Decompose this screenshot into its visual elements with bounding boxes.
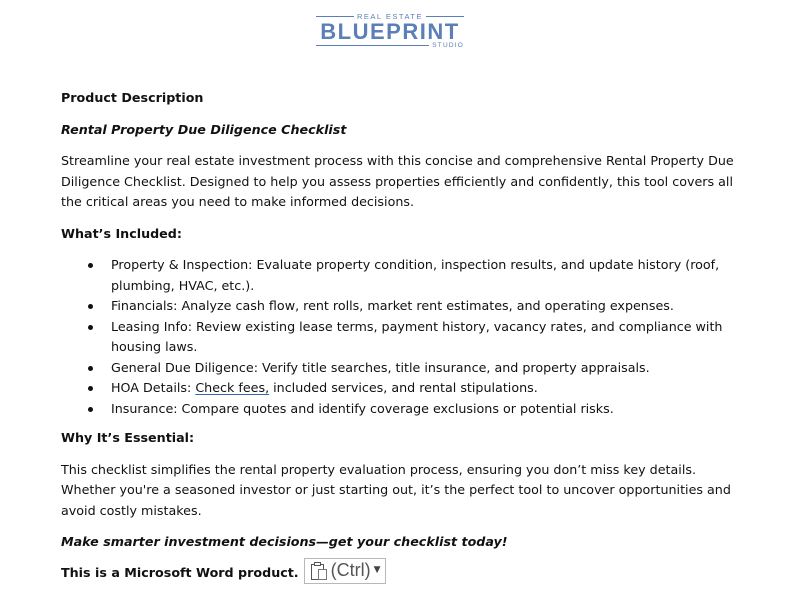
dropdown-caret-icon: ▼ [373,565,381,576]
logo-bottom-text: STUDIO [432,42,464,49]
section-heading-product-description: Product Description [61,90,204,105]
document-body [61,88,741,587]
bullet-icon [88,263,93,268]
footer-note: This is a Microsoft Word product. [61,565,299,581]
list-item: HOA Details: Check fees, included services, and rental stipulations. [61,378,741,399]
logo-top-text: REAL ESTATE [357,12,423,21]
bullet-icon [88,407,93,412]
list-item: Insurance: Compare quotes and identify coverage exclusions or potential risks. [61,399,741,420]
list-item: Property & Inspection: Evaluate property condition, inspection results, and update history (roof, plumbing, HVAC, etc.). [61,255,741,296]
bullet-icon [88,304,93,309]
bullet-icon [88,325,93,330]
document-title: Rental Property Due Diligence Checklist [61,121,347,137]
brand-logo [316,12,464,52]
section-heading-whats-included: What’s Included: [61,225,182,241]
clipboard-icon [310,561,328,581]
bullet-icon [88,366,93,371]
list-item: Leasing Info: Review existing lease terms, payment history, vacancy rates, and compliance with housing laws. [61,317,741,358]
paste-options-button[interactable] [304,558,386,584]
why-paragraph: This checklist simplifies the rental property evaluation process, ensuring you don’t miss key details. Whether you're a seasoned investor or just starting out, it’s the perfect tool to uncover opportunities and avoid costly mistakes. [61,461,731,518]
list-item: General Due Diligence: Verify title searches, title insurance, and property appraisals. [61,358,741,379]
included-list [61,255,741,419]
intro-paragraph: Streamline your real estate investment process with this concise and comprehensive Rental Property Due Diligence Checklist. Designed to help you assess properties efficiently and confidently, this tool covers all the critical areas you need to make informed decisions. [61,153,734,209]
paste-options-label: (Ctrl) [330,560,371,581]
logo-main-text: BLUEPRINT [320,19,460,44]
call-to-action: Make smarter investment decisions—get your checklist today! [61,534,508,549]
bullet-icon [88,386,93,391]
section-heading-why-essential: Why It’s Essential: [61,430,195,445]
list-item: Financials: Analyze cash flow, rent rolls, market rent estimates, and operating expenses. [61,296,741,317]
flagged-text[interactable]: Check fees, [195,380,270,395]
